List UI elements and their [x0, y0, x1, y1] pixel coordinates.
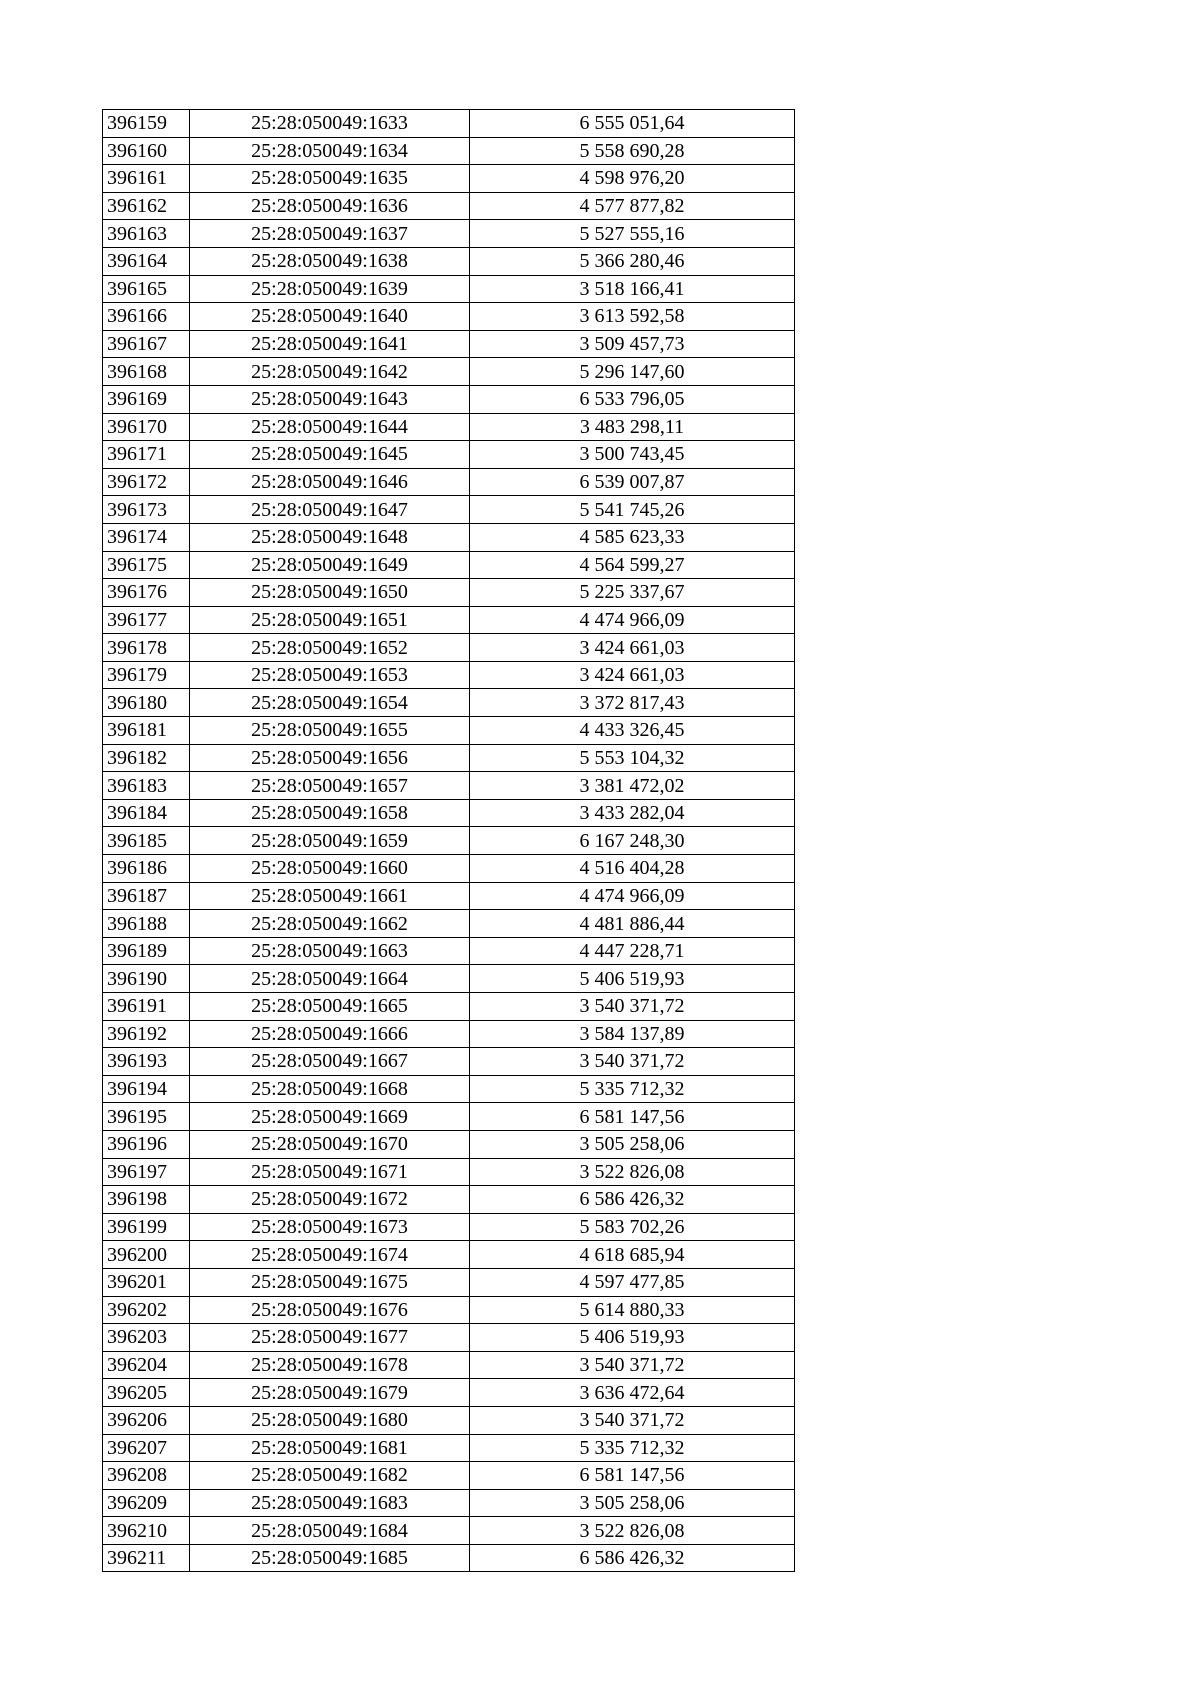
cadastral-value: 3 518 166,41 [470, 275, 795, 303]
table-row [103, 1075, 795, 1103]
cadastral-number: 25:28:050049:1661 [190, 882, 470, 910]
cadastral-number: 25:28:050049:1657 [190, 772, 470, 800]
table-row [103, 1489, 795, 1517]
table-row [103, 1544, 795, 1572]
cadastral-value: 3 636 472,64 [470, 1379, 795, 1407]
cadastral-value: 3 509 457,73 [470, 330, 795, 358]
row-number: 396199 [103, 1213, 190, 1241]
row-number: 396195 [103, 1103, 190, 1131]
cadastral-value: 5 614 880,33 [470, 1296, 795, 1324]
cadastral-number: 25:28:050049:1656 [190, 744, 470, 772]
row-number: 396179 [103, 661, 190, 689]
cadastral-value-table [102, 109, 795, 1572]
cadastral-number: 25:28:050049:1676 [190, 1296, 470, 1324]
row-number: 396209 [103, 1489, 190, 1517]
cadastral-value: 3 483 298,11 [470, 413, 795, 441]
row-number: 396194 [103, 1075, 190, 1103]
table-row [103, 827, 795, 855]
row-number: 396181 [103, 717, 190, 745]
cadastral-value: 3 540 371,72 [470, 1048, 795, 1076]
cadastral-number: 25:28:050049:1684 [190, 1517, 470, 1545]
cadastral-number: 25:28:050049:1646 [190, 468, 470, 496]
cadastral-value: 6 586 426,32 [470, 1186, 795, 1214]
table-row [103, 330, 795, 358]
cadastral-number: 25:28:050049:1679 [190, 1379, 470, 1407]
cadastral-number: 25:28:050049:1672 [190, 1186, 470, 1214]
cadastral-number: 25:28:050049:1664 [190, 965, 470, 993]
table-row [103, 110, 795, 138]
cadastral-value: 3 424 661,03 [470, 634, 795, 662]
cadastral-value: 3 522 826,08 [470, 1158, 795, 1186]
cadastral-value: 5 335 712,32 [470, 1075, 795, 1103]
cadastral-number: 25:28:050049:1635 [190, 165, 470, 193]
table-row [103, 965, 795, 993]
table-row [103, 385, 795, 413]
cadastral-value: 4 474 966,09 [470, 882, 795, 910]
cadastral-value: 5 296 147,60 [470, 358, 795, 386]
table-row [103, 1158, 795, 1186]
row-number: 396207 [103, 1434, 190, 1462]
table-row [103, 523, 795, 551]
row-number: 396191 [103, 993, 190, 1021]
table-row [103, 1186, 795, 1214]
cadastral-number: 25:28:050049:1681 [190, 1434, 470, 1462]
cadastral-number: 25:28:050049:1653 [190, 661, 470, 689]
cadastral-value: 4 474 966,09 [470, 606, 795, 634]
row-number: 396176 [103, 579, 190, 607]
cadastral-value: 3 540 371,72 [470, 1351, 795, 1379]
row-number: 396173 [103, 496, 190, 524]
row-number: 396186 [103, 855, 190, 883]
row-number: 396196 [103, 1130, 190, 1158]
cadastral-number: 25:28:050049:1675 [190, 1268, 470, 1296]
cadastral-number: 25:28:050049:1655 [190, 717, 470, 745]
cadastral-number: 25:28:050049:1638 [190, 247, 470, 275]
cadastral-number: 25:28:050049:1647 [190, 496, 470, 524]
table-row [103, 993, 795, 1021]
cadastral-value: 3 522 826,08 [470, 1517, 795, 1545]
row-number: 396164 [103, 247, 190, 275]
row-number: 396175 [103, 551, 190, 579]
cadastral-number: 25:28:050049:1667 [190, 1048, 470, 1076]
table-row [103, 165, 795, 193]
row-number: 396177 [103, 606, 190, 634]
cadastral-value: 4 564 599,27 [470, 551, 795, 579]
cadastral-value: 3 584 137,89 [470, 1020, 795, 1048]
table-row [103, 551, 795, 579]
table-row [103, 1130, 795, 1158]
cadastral-number: 25:28:050049:1652 [190, 634, 470, 662]
row-number: 396160 [103, 137, 190, 165]
cadastral-number: 25:28:050049:1639 [190, 275, 470, 303]
cadastral-value: 4 577 877,82 [470, 192, 795, 220]
cadastral-number: 25:28:050049:1659 [190, 827, 470, 855]
cadastral-value: 3 540 371,72 [470, 1406, 795, 1434]
table-row [103, 496, 795, 524]
table-row [103, 468, 795, 496]
cadastral-value: 3 433 282,04 [470, 799, 795, 827]
row-number: 396208 [103, 1462, 190, 1490]
table-row [103, 937, 795, 965]
row-number: 396182 [103, 744, 190, 772]
table-row [103, 799, 795, 827]
cadastral-number: 25:28:050049:1658 [190, 799, 470, 827]
cadastral-number: 25:28:050049:1682 [190, 1462, 470, 1490]
cadastral-value: 5 225 337,67 [470, 579, 795, 607]
cadastral-value: 4 585 623,33 [470, 523, 795, 551]
table-row [103, 882, 795, 910]
table-row [103, 661, 795, 689]
row-number: 396184 [103, 799, 190, 827]
row-number: 396168 [103, 358, 190, 386]
row-number: 396185 [103, 827, 190, 855]
row-number: 396180 [103, 689, 190, 717]
cadastral-value: 5 335 712,32 [470, 1434, 795, 1462]
cadastral-value: 5 527 555,16 [470, 220, 795, 248]
cadastral-value: 5 553 104,32 [470, 744, 795, 772]
cadastral-number: 25:28:050049:1640 [190, 303, 470, 331]
cadastral-number: 25:28:050049:1650 [190, 579, 470, 607]
cadastral-number: 25:28:050049:1663 [190, 937, 470, 965]
table-row [103, 303, 795, 331]
cadastral-number: 25:28:050049:1677 [190, 1324, 470, 1352]
table-row [103, 689, 795, 717]
row-number: 396174 [103, 523, 190, 551]
cadastral-value: 3 613 592,58 [470, 303, 795, 331]
row-number: 396189 [103, 937, 190, 965]
cadastral-value: 6 555 051,64 [470, 110, 795, 138]
cadastral-number: 25:28:050049:1649 [190, 551, 470, 579]
table-row [103, 137, 795, 165]
cadastral-value: 4 516 404,28 [470, 855, 795, 883]
table-row [103, 1103, 795, 1131]
table-row [103, 1324, 795, 1352]
cadastral-value: 5 366 280,46 [470, 247, 795, 275]
cadastral-number: 25:28:050049:1668 [190, 1075, 470, 1103]
cadastral-number: 25:28:050049:1670 [190, 1130, 470, 1158]
row-number: 396163 [103, 220, 190, 248]
cadastral-number: 25:28:050049:1634 [190, 137, 470, 165]
cadastral-value: 4 433 326,45 [470, 717, 795, 745]
table-row [103, 606, 795, 634]
row-number: 396197 [103, 1158, 190, 1186]
row-number: 396172 [103, 468, 190, 496]
cadastral-number: 25:28:050049:1654 [190, 689, 470, 717]
row-number: 396206 [103, 1406, 190, 1434]
row-number: 396188 [103, 910, 190, 938]
table-row [103, 1241, 795, 1269]
table-row [103, 1379, 795, 1407]
cadastral-number: 25:28:050049:1673 [190, 1213, 470, 1241]
row-number: 396166 [103, 303, 190, 331]
row-number: 396202 [103, 1296, 190, 1324]
table-row [103, 358, 795, 386]
table-row [103, 192, 795, 220]
table-row [103, 1020, 795, 1048]
table-row [103, 717, 795, 745]
cadastral-number: 25:28:050049:1642 [190, 358, 470, 386]
row-number: 396167 [103, 330, 190, 358]
table-row [103, 855, 795, 883]
table-row [103, 441, 795, 469]
table-row [103, 1517, 795, 1545]
row-number: 396178 [103, 634, 190, 662]
cadastral-value: 3 381 472,02 [470, 772, 795, 800]
row-number: 396204 [103, 1351, 190, 1379]
cadastral-number: 25:28:050049:1680 [190, 1406, 470, 1434]
row-number: 396171 [103, 441, 190, 469]
row-number: 396211 [103, 1544, 190, 1572]
cadastral-value: 3 500 743,45 [470, 441, 795, 469]
cadastral-number: 25:28:050049:1666 [190, 1020, 470, 1048]
cadastral-value: 4 481 886,44 [470, 910, 795, 938]
cadastral-number: 25:28:050049:1674 [190, 1241, 470, 1269]
cadastral-number: 25:28:050049:1669 [190, 1103, 470, 1131]
cadastral-value: 4 618 685,94 [470, 1241, 795, 1269]
table-row [103, 772, 795, 800]
cadastral-number: 25:28:050049:1660 [190, 855, 470, 883]
row-number: 396205 [103, 1379, 190, 1407]
cadastral-value: 5 558 690,28 [470, 137, 795, 165]
cadastral-number: 25:28:050049:1665 [190, 993, 470, 1021]
table-row [103, 910, 795, 938]
row-number: 396187 [103, 882, 190, 910]
table-row [103, 1351, 795, 1379]
cadastral-number: 25:28:050049:1683 [190, 1489, 470, 1517]
cadastral-value: 6 539 007,87 [470, 468, 795, 496]
row-number: 396159 [103, 110, 190, 138]
cadastral-value: 6 586 426,32 [470, 1544, 795, 1572]
table-row [103, 413, 795, 441]
row-number: 396183 [103, 772, 190, 800]
table-row [103, 1048, 795, 1076]
row-number: 396161 [103, 165, 190, 193]
row-number: 396192 [103, 1020, 190, 1048]
cadastral-value: 3 424 661,03 [470, 661, 795, 689]
table-row [103, 744, 795, 772]
cadastral-value: 4 598 976,20 [470, 165, 795, 193]
cadastral-value: 3 540 371,72 [470, 993, 795, 1021]
cadastral-value: 6 533 796,05 [470, 385, 795, 413]
table-row [103, 1296, 795, 1324]
row-number: 396193 [103, 1048, 190, 1076]
row-number: 396162 [103, 192, 190, 220]
table-row [103, 579, 795, 607]
cadastral-value: 3 505 258,06 [470, 1489, 795, 1517]
table-row [103, 220, 795, 248]
cadastral-number: 25:28:050049:1644 [190, 413, 470, 441]
cadastral-value: 4 597 477,85 [470, 1268, 795, 1296]
row-number: 396190 [103, 965, 190, 993]
cadastral-value: 3 505 258,06 [470, 1130, 795, 1158]
table-row [103, 634, 795, 662]
cadastral-number: 25:28:050049:1643 [190, 385, 470, 413]
row-number: 396210 [103, 1517, 190, 1545]
cadastral-number: 25:28:050049:1633 [190, 110, 470, 138]
table-row [103, 275, 795, 303]
cadastral-value: 6 167 248,30 [470, 827, 795, 855]
cadastral-value: 5 541 745,26 [470, 496, 795, 524]
cadastral-number: 25:28:050049:1636 [190, 192, 470, 220]
table-row [103, 1213, 795, 1241]
table-row [103, 247, 795, 275]
row-number: 396200 [103, 1241, 190, 1269]
row-number: 396165 [103, 275, 190, 303]
cadastral-number: 25:28:050049:1637 [190, 220, 470, 248]
row-number: 396170 [103, 413, 190, 441]
cadastral-number: 25:28:050049:1648 [190, 523, 470, 551]
cadastral-number: 25:28:050049:1651 [190, 606, 470, 634]
cadastral-value: 5 406 519,93 [470, 965, 795, 993]
cadastral-value: 6 581 147,56 [470, 1103, 795, 1131]
table-row [103, 1434, 795, 1462]
cadastral-value: 6 581 147,56 [470, 1462, 795, 1490]
cadastral-value: 3 372 817,43 [470, 689, 795, 717]
cadastral-value: 4 447 228,71 [470, 937, 795, 965]
row-number: 396201 [103, 1268, 190, 1296]
table-row [103, 1462, 795, 1490]
cadastral-number: 25:28:050049:1641 [190, 330, 470, 358]
cadastral-number: 25:28:050049:1678 [190, 1351, 470, 1379]
table-row [103, 1406, 795, 1434]
cadastral-value: 5 406 519,93 [470, 1324, 795, 1352]
table-body [103, 110, 795, 1572]
cadastral-number: 25:28:050049:1645 [190, 441, 470, 469]
cadastral-number: 25:28:050049:1671 [190, 1158, 470, 1186]
cadastral-value: 5 583 702,26 [470, 1213, 795, 1241]
row-number: 396169 [103, 385, 190, 413]
row-number: 396198 [103, 1186, 190, 1214]
cadastral-number: 25:28:050049:1685 [190, 1544, 470, 1572]
cadastral-number: 25:28:050049:1662 [190, 910, 470, 938]
row-number: 396203 [103, 1324, 190, 1352]
table-row [103, 1268, 795, 1296]
